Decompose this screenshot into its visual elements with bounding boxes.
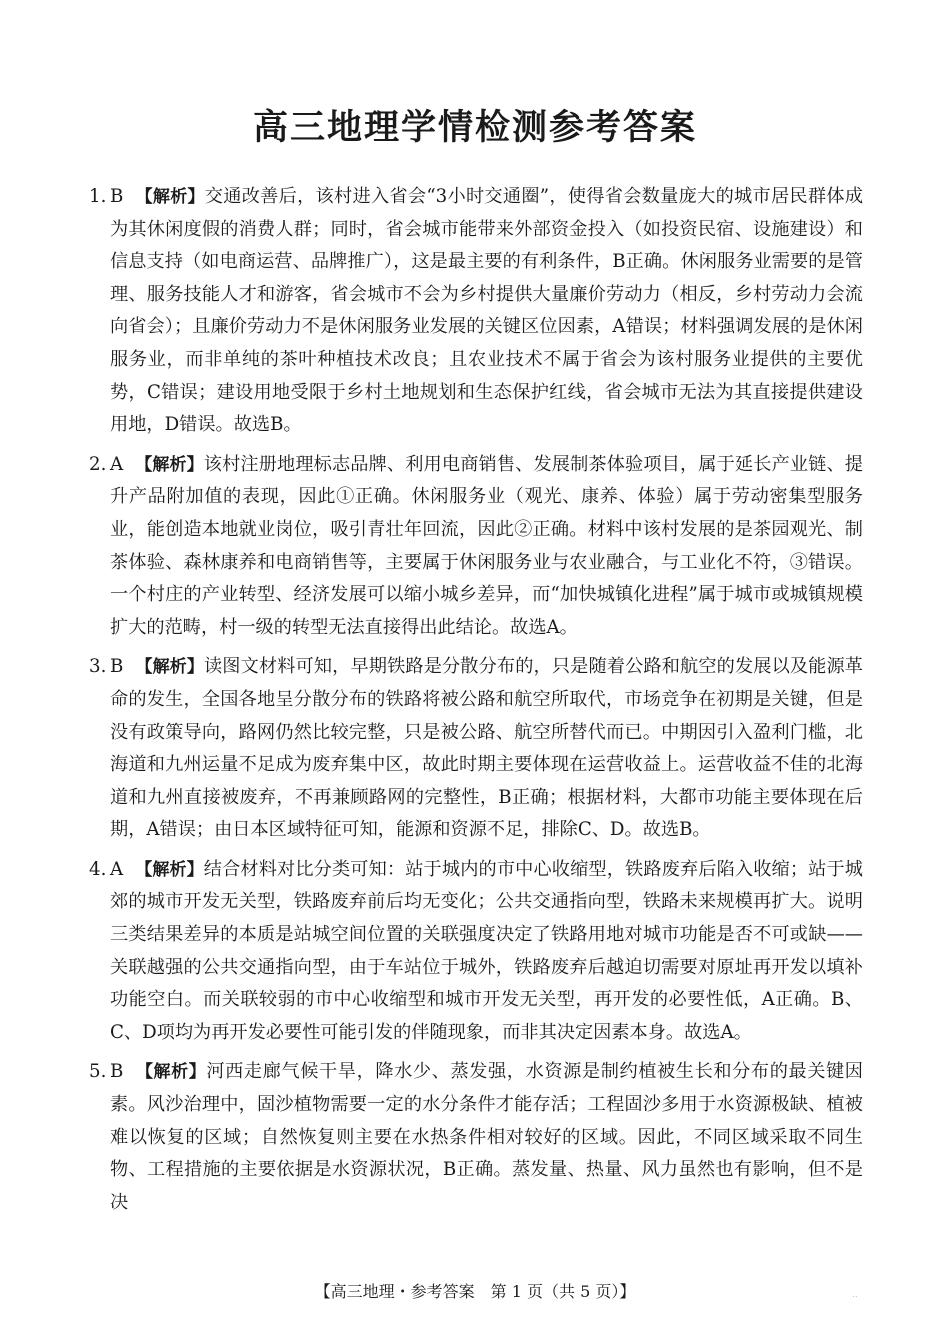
answer-number: 1. [89, 186, 107, 207]
analysis-label: 【解析】 [135, 657, 204, 678]
answer-item-2 [89, 449, 863, 645]
answer-item-4 [89, 854, 863, 1050]
answer-item-3 [89, 651, 863, 847]
corner-mark: .. [852, 1290, 858, 1300]
answer-key: A [110, 453, 124, 475]
answer-number: 3. [89, 656, 107, 678]
answer-number: 4. [89, 858, 107, 880]
answer-number: 5. [89, 1061, 107, 1083]
page-title: 高三地理学情检测参考答案 [252, 108, 697, 148]
answer-key: B [110, 186, 124, 207]
page-footer: 【高三地理・参考答案 第 1 页（共 5 页）】 [314, 1282, 636, 1301]
analysis-text: 读图文材料可知，早期铁路是分散分布的，只是随着公路和航空的发展以及能源革命的发生，全国各地呈分散分布的铁路将被公路和航空所取代，市场竞争在初期是关键，但是没有政策导向，路网仍然比较完整，只是被公路、航空所替代而已。中期因引入盈利门槛，北海道和九州运量不足成为废弃集中区，故此时期主要体现在运营收益上。运营收益不佳的北海道和九州直接被废弃，不再兼顾路网的完整性，B正确；根据材料，大都市功能主要体现在后期，A错误；由日本区域特征可知，能源和资源不足，排除C、D。故选B。 [110, 656, 863, 841]
answer-key: A [110, 858, 124, 880]
analysis-text: 河西走廊气候干旱，降水少、蒸发强，水资源是制约植被生长和分布的最关键因素。风沙治理中，固沙植物需要一定的水分条件才能存活；工程固沙多用于水资源极缺、植被难以恢复的区域；自然恢复则主要在水热条件相对较好的区域。因此，不同区域采取不同生物、工程措施的主要依据是水资源状况，B正确。蒸发量、热量、风力虽然也有影响，但不是决 [110, 1061, 863, 1213]
analysis-label: 【解析】 [135, 1062, 207, 1083]
analysis-label: 【解析】 [135, 187, 205, 207]
answer-item-5 [89, 1056, 863, 1219]
answer-list [89, 181, 863, 1226]
analysis-text: 交通改善后，该村进入省会“3小时交通圈”，使得省会数量庞大的城市居民群体成为其休闲度假的消费人群；同时，省会城市能带来外部资金投入（如投资民宿、设施建设）和信息支持（如电商运营、品牌推广），这是最主要的有利条件，B正确。休闲服务业需要的是管理、服务技能人才和游客，省会城市不会为乡村提供大量廉价劳动力（相反，乡村劳动力会流向省会）；且廉价劳动力不是休闲服务业发展的关键区位因素，A错误；材料强调发展的是休闲服务业，而非单纯的茶叶种植技术改良；且农业技术不属于省会为该村服务业提供的主要优势，C错误；建设用地受限于乡村土地规划和生态保护红线，省会城市无法为其直接提供建设用地，D错误。故选B。 [110, 186, 864, 436]
answer-key: B [110, 656, 124, 678]
analysis-label: 【解析】 [135, 859, 204, 880]
answer-number: 2. [89, 453, 107, 475]
analysis-text: 结合材料对比分类可知：站于城内的市中心收缩型，铁路废弃后陷入收缩；站于城郊的城市开发无关型，铁路废弃前后均无变化；公共交通指向型，铁路未来规模再扩大。说明三类结果差异的本质是站城空间位置的关联强度决定了铁路用地对城市功能是否不可或缺——关联越强的公共交通指向型，由于车站位于城外，铁路废弃后越迫切需要对原址再开发以填补功能空白。而关联较弱的市中心收缩型和城市开发无关型，再开发的必要性低，A正确。B、C、D项均为再开发必要性可能引发的伴随现象，而非其决定因素本身。故选A。 [110, 858, 863, 1043]
answer-item-1 [89, 181, 863, 442]
answer-key: B [110, 1061, 124, 1083]
analysis-text: 该村注册地理标志品牌、利用电商销售、发展制茶体验项目，属于延长产业链、提升产品附加值的表现，因此①正确。休闲服务业（观光、康养、体验）属于劳动密集型服务业，能创造本地就业岗位，吸引青壮年回流，因此②正确。材料中该村发展的是茶园观光、制茶体验、森林康养和电商销售等，主要属于休闲服务业与农业融合，与工业化不符，③错误。一个村庄的产业转型、经济发展可以缩小城乡差异，而“加快城镇化进程”属于城市或城镇规模扩大的范畴，村一级的转型无法直接得出此结论。故选A。 [110, 453, 863, 638]
analysis-label: 【解析】 [135, 454, 204, 475]
